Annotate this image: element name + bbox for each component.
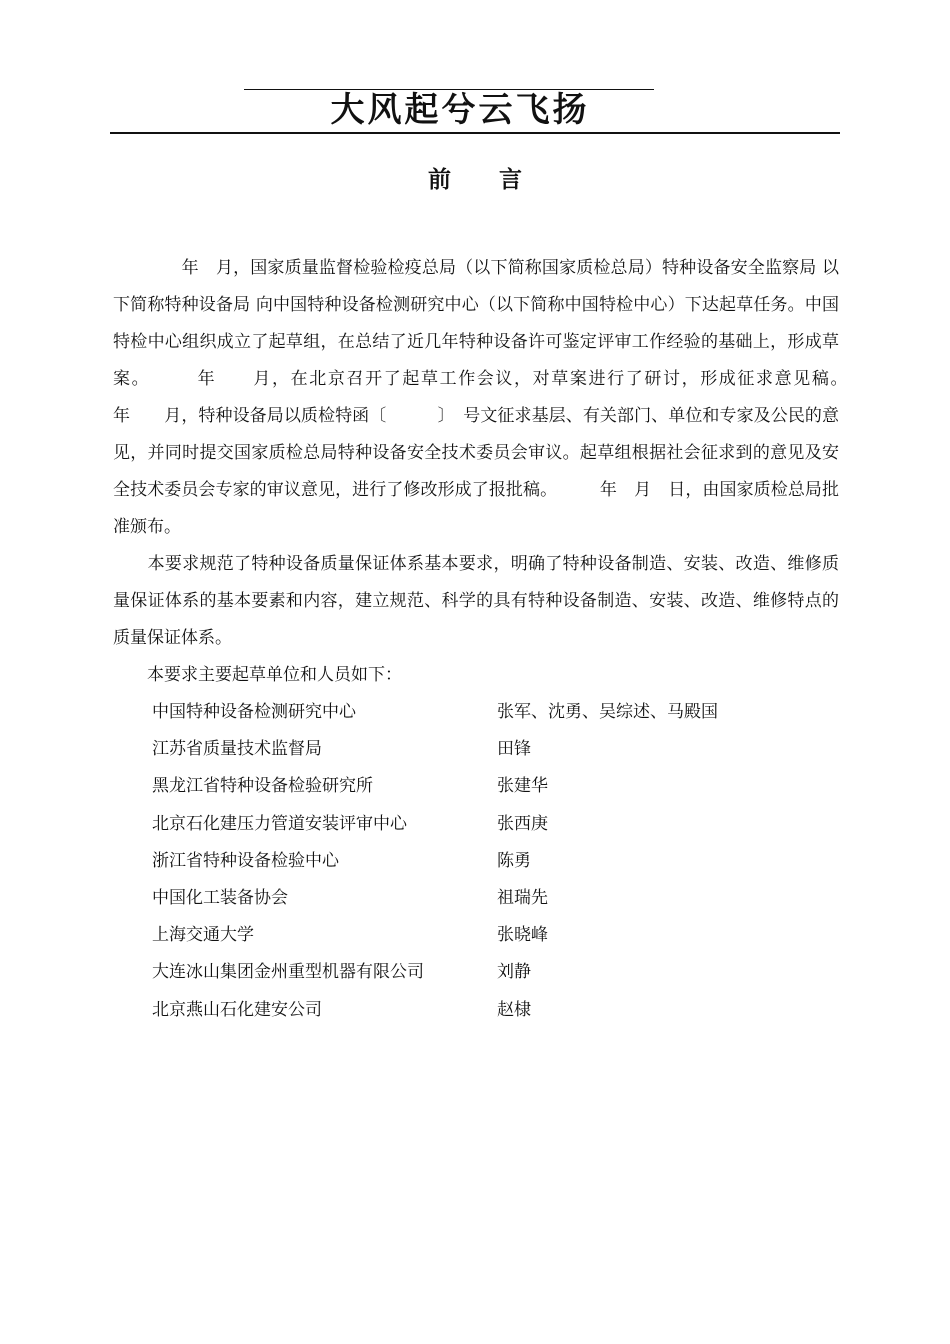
drafter-unit: 浙江省特种设备检验中心 (152, 850, 339, 871)
paragraph-drafters-intro: 本要求主要起草单位和人员如下： (113, 665, 402, 685)
drafter-unit: 中国化工装备协会 (152, 887, 288, 908)
drafter-persons: 陈勇 (497, 850, 531, 871)
drafter-persons: 祖瑞先 (497, 887, 548, 908)
drafter-unit: 北京石化建压力管道安装评审中心 (152, 813, 407, 834)
list-item (152, 806, 792, 843)
drafter-unit: 北京燕山石化建安公司 (152, 999, 322, 1020)
list-item (152, 917, 792, 954)
list-item (152, 954, 792, 991)
drafter-persons: 赵棣 (497, 999, 531, 1020)
drafter-unit: 大连冰山集团金州重型机器有限公司 (152, 962, 424, 983)
page-title: 前言 (428, 166, 570, 193)
drafter-persons: 田锋 (497, 739, 531, 760)
drafter-unit: 中国特种设备检测研究中心 (152, 702, 356, 722)
drafter-unit: 黑龙江省特种设备检验研究所 (152, 776, 373, 797)
header-bottom-rule (110, 132, 840, 134)
drafter-persons: 张建华 (497, 776, 548, 797)
list-item (152, 992, 792, 1029)
foreword-body (113, 250, 890, 694)
list-item (152, 768, 792, 805)
drafter-persons: 刘静 (497, 962, 531, 983)
header-banner: 大风起兮云飞扬 (330, 90, 590, 130)
drafter-persons: 张军、沈勇、吴综述、马殿国 (497, 702, 718, 722)
list-item (152, 694, 792, 731)
drafter-unit: 上海交通大学 (152, 925, 254, 946)
drafter-persons: 张晓峰 (497, 925, 548, 946)
paragraph-drafting-history: 年 月，国家质量监督检验检疫总局（以下简称国家质检总局）特种设备安全监察局 以下简称特种设备局 向中国特种设备检测研究中心（以下简称中国特检中心）下达起草任务。中国特检中心组织成立了起草组，在总结了近几年特种设备许可鉴定评审工作经验的基础上，形成草案。 年 月，在北京召开了起草工作会议，对草案进行了研讨，形成征求意见稿。 年 月，特种设备局以质检特函〔 〕 号文征求基层、有关部门、单位和专家及公民的意见，并同时提交国家质检总局特种设备安全技术委员会审议。起草组根据社会征求到的意见及安全技术委员会专家的审议意见，进行了修改形成了报批稿。 年 月 日，由国家质检总局批准颁布。 (113, 258, 890, 537)
drafter-unit: 江苏省质量技术监督局 (152, 739, 322, 760)
list-item (152, 731, 792, 768)
paragraph-scope: 本要求规范了特种设备质量保证体系基本要求，明确了特种设备制造、安装、改造、维修质量保证体系的基本要素和内容，建立规范、科学的具有特种设备制造、安装、改造、维修特点的质量保证体系。 (113, 554, 839, 648)
drafters-list (152, 694, 792, 1029)
list-item (152, 880, 792, 917)
drafter-persons: 张西庚 (497, 813, 548, 834)
list-item (152, 843, 792, 880)
